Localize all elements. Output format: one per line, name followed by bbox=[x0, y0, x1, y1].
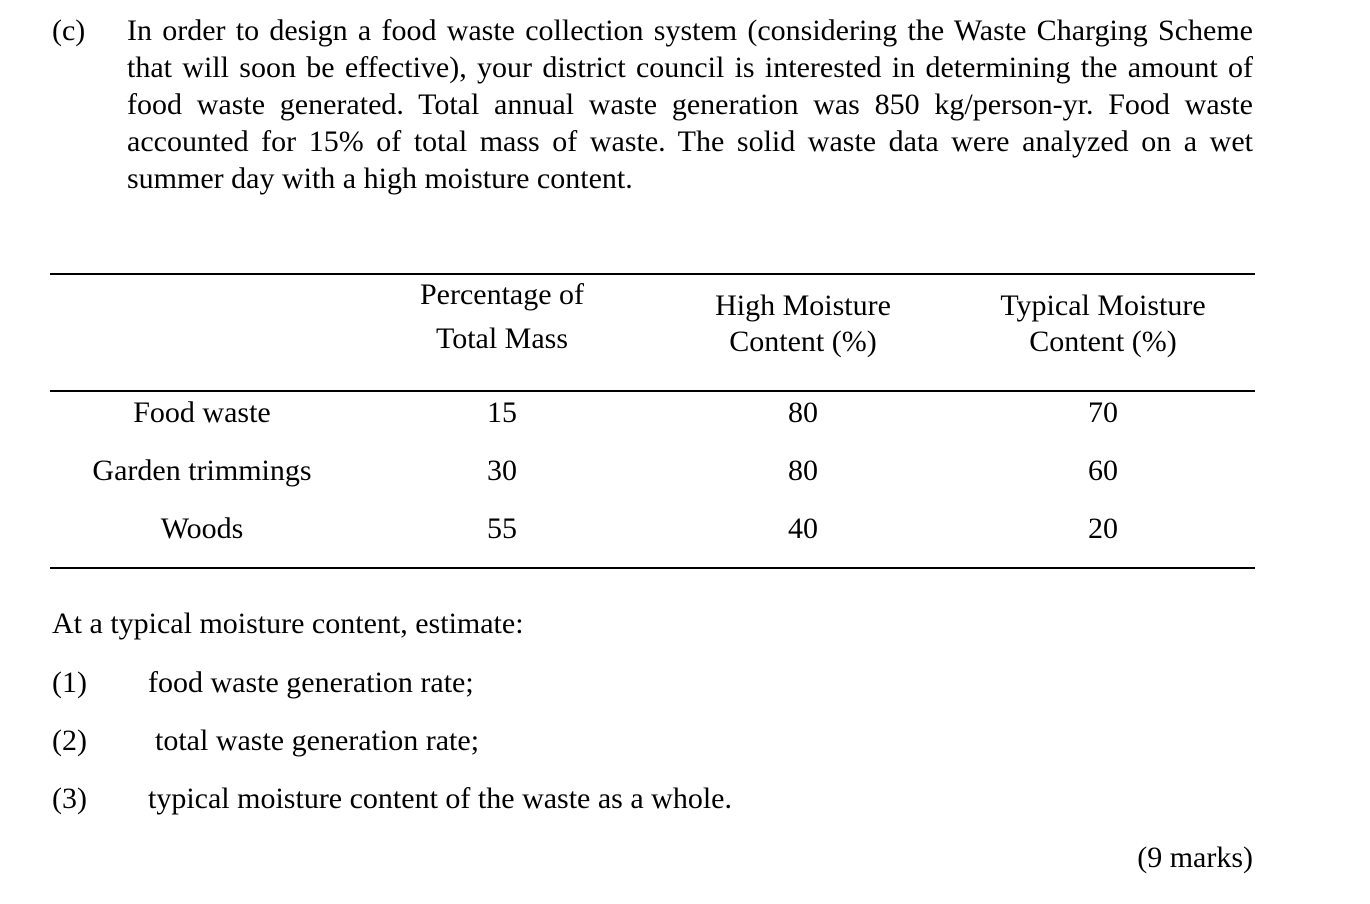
cell-percentage: 15 bbox=[487, 396, 517, 429]
header-percentage-line1: Percentage of bbox=[419, 278, 585, 311]
cell-component: Garden trimmings bbox=[92, 454, 312, 487]
header-typical-line2: Content (%) bbox=[1029, 325, 1177, 358]
header-percentage-total-mass bbox=[392, 280, 612, 354]
cell-typical-moisture: 60 bbox=[1088, 454, 1118, 487]
cell-high-moisture: 40 bbox=[788, 512, 818, 545]
header-typical-moisture bbox=[973, 291, 1233, 357]
task-number: (1) bbox=[52, 666, 87, 699]
task-text: food waste generation rate; bbox=[148, 666, 474, 699]
header-high-line2: Content (%) bbox=[729, 325, 877, 358]
header-high-moisture bbox=[683, 291, 923, 357]
task-text: total waste generation rate; bbox=[155, 724, 480, 757]
tasks-prompt: At a typical moisture content, estimate: bbox=[52, 607, 524, 640]
cell-percentage: 55 bbox=[487, 512, 517, 545]
marks-label: (9 marks) bbox=[1137, 841, 1253, 874]
cell-component: Food waste bbox=[133, 396, 271, 429]
task-number: (2) bbox=[52, 724, 87, 757]
header-percentage-line2: Total Mass bbox=[435, 322, 569, 355]
cell-typical-moisture: 70 bbox=[1088, 396, 1118, 429]
table-header-rule bbox=[50, 390, 1255, 392]
cell-component: Woods bbox=[160, 512, 244, 545]
table-top-rule bbox=[50, 273, 1255, 275]
cell-high-moisture: 80 bbox=[788, 454, 818, 487]
question-intro: In order to design a food waste collection system (considering the Waste Charging Scheme that will soon be effective), your district council is interested in determining the amount of food waste generated. Total annual waste generation was 850 kg/person-yr. Food waste accounted for 15% of total mass of waste. The solid waste data were analyzed on a wet summer day with a high moisture content. bbox=[127, 14, 1253, 195]
question-label: (c) bbox=[52, 14, 86, 47]
table-bottom-rule bbox=[50, 567, 1255, 569]
task-text: typical moisture content of the waste as a whole. bbox=[148, 782, 732, 815]
cell-percentage: 30 bbox=[487, 454, 517, 487]
cell-typical-moisture: 20 bbox=[1088, 512, 1118, 545]
header-high-line1: High Moisture bbox=[715, 289, 891, 322]
task-number: (3) bbox=[52, 782, 87, 815]
cell-high-moisture: 80 bbox=[788, 396, 818, 429]
header-typical-line1: Typical Moisture bbox=[1000, 289, 1206, 322]
